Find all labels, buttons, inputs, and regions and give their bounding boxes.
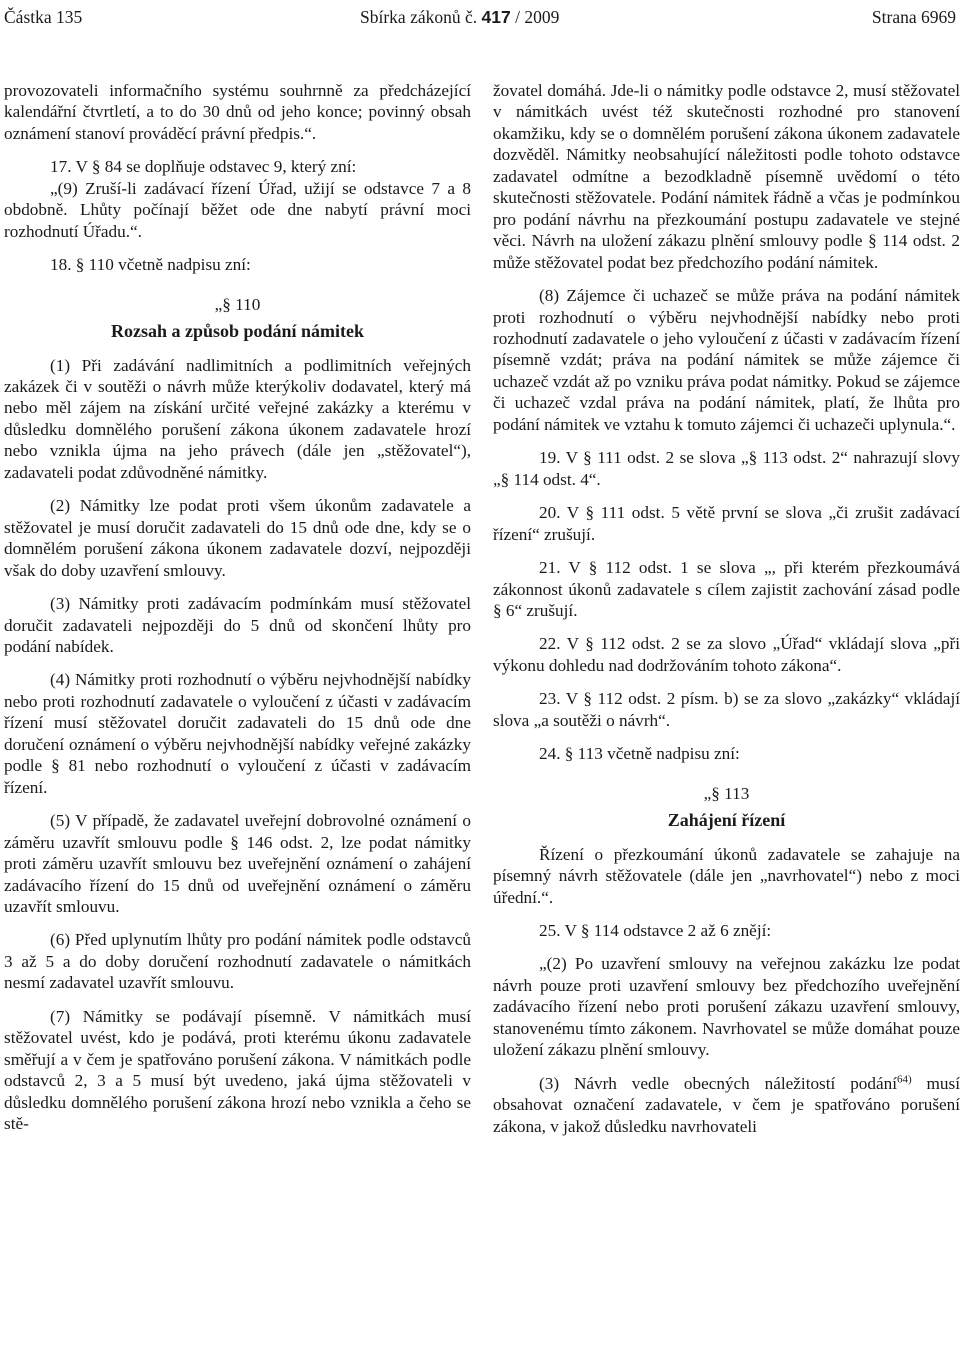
- section-110-title: Rozsah a způsob podání námitek: [110, 321, 365, 342]
- section-110-para-7: (7) Námitky se podávají písemně. V námitkách musí stěžovatel uvést, kdo je podává, proti kterému úkonu zadavatele směřují a v čem je spatřováno porušení zákona. V námitkách podle odstavců 2, 3 a 5 musí být uvedeno, jaká újma stěžovateli v důsledku domnělého porušení zákona hrozí nebo vznikla a čeho se stě-: [4, 1006, 471, 1134]
- right-column: [493, 80, 960, 1137]
- point-17-quote: „(9) Zruší-li zadávací řízení Úřad, užijí se odstavce 7 a 8 obdobně. Lhůty počínají běžet ode dne nabytí právní moci rozhodnutí Úřadu.“.: [4, 178, 471, 241]
- point-24: 24. § 113 včetně nadpisu zní:: [539, 744, 740, 764]
- law-number: 417: [481, 7, 511, 27]
- point-20: 20. V § 111 odst. 5 větě první se slova „či zrušit zadávací řízení“ zrušují.: [493, 503, 960, 544]
- page-number: Strana 6969: [871, 7, 956, 27]
- section-110-para-3: (3) Námitky proti zadávacím podmínkám musí stěžovatel doručit zadavateli nejpozději do 5 dnů od skončení lhůty pro podání nabídek.: [4, 594, 471, 656]
- section-110-para-2: (2) Námitky lze podat proti všem úkonům zadavatele a stěžovatel je musí doručit zadavateli do 15 dnů ode dne, kdy se o domnělém porušení zákona úkonem zadavatele dozví, nejpozději však do doby uzavření smlouvy.: [4, 496, 471, 580]
- section-110-para-4: (4) Námitky proti rozhodnutí o výběru nejvhodnější nabídky nebo proti rozhodnutí zadavatele o vyloučení z účasti v zadávacím řízení musí stěžovatel doručit zadavateli do 15 dnů ode dne doručení oznámení o výběru nejvhodnější nabídky veřejné zakázky podle § 81 nebo rozhodnutí o vyloučení z účasti v zadávacím řízení.: [4, 670, 471, 797]
- section-110-para-7-continued: žovatel domáhá. Jde-li o námitky podle odstavce 2, musí stěžovatel v námitkách uvést též skutečnosti rozhodné pro stanovení okamžiku, kdy se o domnělém porušení zákona úkonem zadavatele dozvěděl. Námitky neobsahující náležitosti podle tohoto odstavce zadavatel odmítne a bezodkladně písemně uvědomí o této skutečnosti stěžovatele. Podání námitek řádně a včas je podmínkou pro podání návrhu na přezkoumání postupu zadavatele ve stejné věci. Návrh na uložení zákazu plnění smlouvy podle § 114 odst. 2 může stěžovatel podat bez předchozího podání námitek.: [493, 81, 960, 272]
- section-113-text: Řízení o přezkoumání úkonů zadavatele se zahajuje na písemný návrh stěžovatele (dále jen „navrhovatel“) nebo z moci úřední.“.: [493, 844, 960, 907]
- section-110-para-1: (1) Při zadávání nadlimitních a podlimitních veřejných zakázek či v soutěži o návrh může kterýkoliv dodavatel, který má nebo měl zájem na získání určité veřejné zakázky a kterému v důsledku domnělého porušení zákona úkonem zadavatele hrozí nebo vznikla újma na jeho právech (dále jen „stěžovatel“), zadavateli podat zdůvodněné námitky.: [4, 355, 471, 482]
- intro-paragraph: provozovateli informačního systému souhrnně za předcházející kalendářní čtvrtletí, a to do 30 dnů od jeho konce; povinný obsah oznámení stanoví prováděcí právní předpis.“.: [4, 81, 471, 143]
- collection-title: Sbírka zákonů č. 417 / 2009: [360, 7, 560, 27]
- point-21: 21. V § 112 odst. 1 se slova „, při kterém přezkoumává zákonnost úkonů zadavatele s cílem zajistit zachování zásad podle § 6“ zrušují.: [493, 558, 960, 620]
- issue-number: Částka 135: [4, 7, 83, 27]
- footnote-reference: 64): [896, 1072, 912, 1085]
- page-header: [4, 2, 956, 32]
- section-113-title: Zahájení řízení: [667, 810, 786, 831]
- section-114-para-3: (3) Návrh vedle obecných náležitostí podání$^{64)}$ musí obsahovat označení zadavatele, v čem je spatřováno porušení zákona, v jakož důsledku navrhovateli: [493, 1072, 960, 1136]
- point-19: 19. V § 111 odst. 2 se slova „§ 113 odst. 2“ nahrazují slovy „§ 114 odst. 4“.: [493, 448, 960, 489]
- section-114-para-2: „(2) Po uzavření smlouvy na veřejnou zakázku lze podat návrh pouze proti uzavření smlouvy bez předchozího uveřejnění zadávacího řízení nebo proti porušení zákazu uzavření smlouvy, stanovenému tímto zákonem. Navrhovatel se může domáhat pouze uložení zákazu plnění smlouvy.: [493, 954, 960, 1060]
- point-25: 25. V § 114 odstavce 2 až 6 znějí:: [539, 920, 772, 940]
- section-110-para-6: (6) Před uplynutím lhůty pro podání námitek podle odstavců 3 až 5 a do doby doručení rozhodnutí zadavatele o námitkách nesmí zadavatel uzavřít smlouvu.: [4, 930, 471, 993]
- point-22: 22. V § 112 odst. 2 se za slovo „Úřad“ vkládají slova „při výkonu dohledu nad dodržováním tohoto zákona“.: [493, 634, 960, 675]
- section-110-para-8: (8) Zájemce či uchazeč se může práva na podání námitek proti rozhodnutí o výběru nejvhodnější nabídky nebo proti rozhodnutí zadavatele o jeho vyloučení z účasti v zadávacím řízení písemně vzdát; práva na podání námitek se může zájemce či uchazeč vzdát až po vzniku práva podat námitky. Pokud se zájemce či uchazeč vzdal práva na podání námitek, platí, že lhůta pro podání námitek ve vztahu k tomuto zájemci či uchazeči uplynula.“.: [493, 286, 960, 434]
- point-18: 18. § 110 včetně nadpisu zní:: [50, 255, 251, 275]
- section-113-number: „§ 113: [703, 783, 750, 803]
- section-110-number: „§ 110: [214, 294, 261, 314]
- point-17: 17. V § 84 se doplňuje odstavec 9, který zní:: [50, 157, 357, 177]
- point-23: 23. V § 112 odst. 2 písm. b) se za slovo „zakázky“ vkládají slova „a soutěži o návrh“.: [493, 689, 960, 730]
- left-column: [4, 80, 471, 1134]
- section-110-para-5: (5) V případě, že zadavatel uveřejní dobrovolné oznámení o záměru uzavřít smlouvu podle § 146 odst. 2, lze podat námitky proti záměru uzavřít smlouvu bez uveřejnění oznámení o zahájení zadávacího řízení do 15 dnů od uveřejnění oznámení o záměru uzavřít smlouvu.: [4, 811, 471, 916]
